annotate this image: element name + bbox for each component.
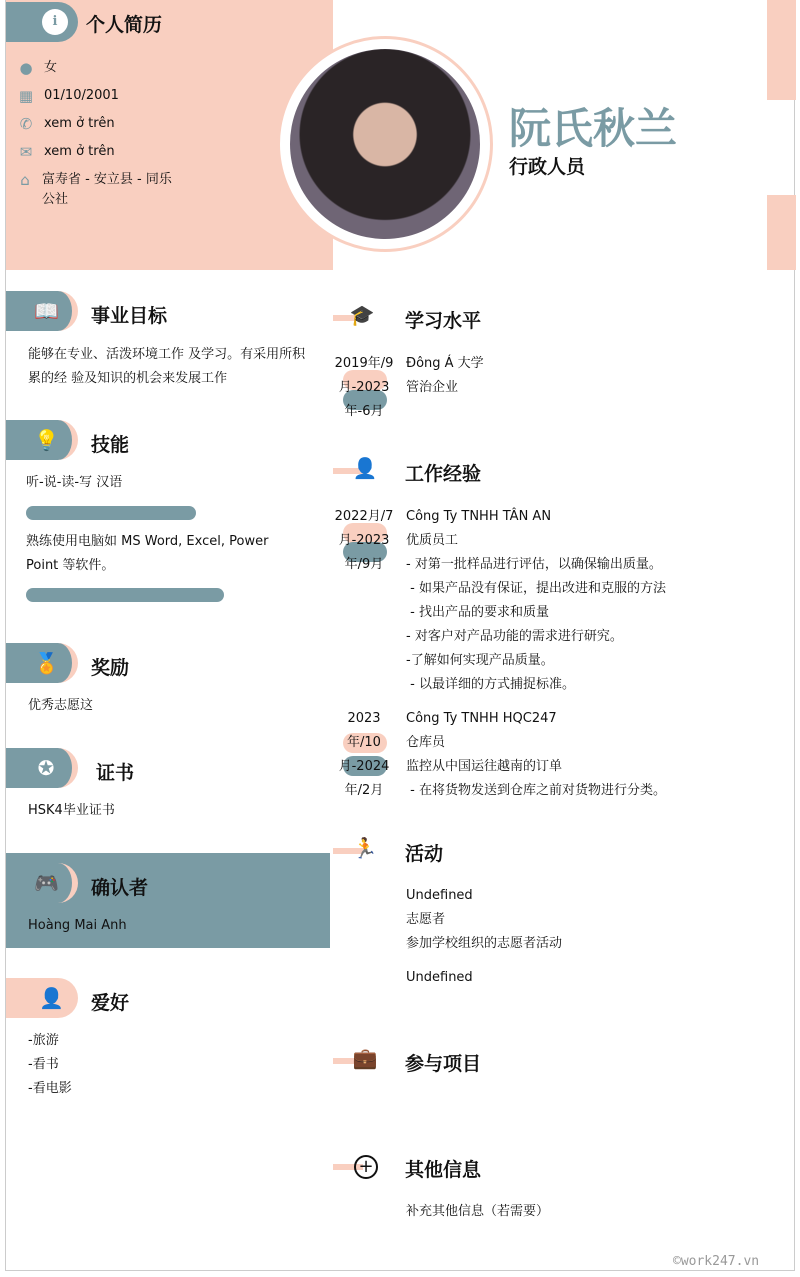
gender-value: 女 bbox=[44, 60, 58, 75]
running-icon: 🏃 bbox=[352, 836, 378, 860]
company-name: Công Ty TNHH HQC247 bbox=[406, 711, 557, 726]
activity-line: 参加学校组织的志愿者活动 bbox=[406, 936, 563, 951]
book-icon: 📖 bbox=[34, 299, 59, 323]
job-role: 优质员工 bbox=[406, 533, 459, 548]
decor-strip bbox=[767, 0, 796, 100]
referee-pill bbox=[6, 863, 78, 903]
envelope-icon: ✉ bbox=[19, 143, 33, 161]
edu-date: 月-2023 bbox=[338, 380, 390, 395]
activity-line: 志愿者 bbox=[406, 912, 446, 927]
career-pill bbox=[6, 291, 78, 331]
education-title: 学习水平 bbox=[405, 310, 482, 332]
skill-name: 听-说-读-写 汉语 bbox=[26, 475, 123, 490]
school-name: Đông Á 大学 bbox=[406, 356, 484, 371]
awards-title: 奖励 bbox=[91, 657, 130, 679]
career-text: 能够在专业、活泼环境工作 及学习。有采用所积累的经 验及知识的机会来发展工作 bbox=[28, 347, 306, 386]
briefcase-icon: 💼 bbox=[352, 1046, 378, 1070]
job-duty: - 对第一批样品进行评估，以确保输出质量。 bbox=[406, 557, 662, 572]
job-date: 年/10 bbox=[347, 735, 381, 750]
graduation-cap-icon: 🎓 bbox=[349, 303, 375, 327]
full-name: 阮氏秋兰 bbox=[509, 104, 678, 153]
job-duty: - 以最详细的方式捕捉标准。 bbox=[406, 677, 575, 692]
skill-name: 熟练使用电脑如 MS Word, Excel, Power Point 等软件。 bbox=[26, 534, 269, 573]
job-position: 行政人员 bbox=[509, 156, 586, 178]
profile-photo bbox=[290, 49, 480, 239]
activity-line: Undefined bbox=[406, 888, 473, 903]
skill-level-bar bbox=[26, 588, 224, 602]
photo-frame bbox=[277, 36, 493, 252]
certs-title: 证书 bbox=[96, 762, 135, 784]
lightbulb-icon: 💡 bbox=[34, 428, 59, 452]
watermark: ©work247.vn bbox=[673, 1254, 760, 1269]
gender-row bbox=[18, 58, 57, 78]
address-value: 富寿省 - 安立县 - 同乐公社 bbox=[41, 172, 172, 207]
job-date: 月-2023 bbox=[338, 533, 390, 548]
skill-level-bar bbox=[26, 506, 196, 520]
hobby-item: -看电影 bbox=[28, 1081, 72, 1096]
job-date: 2022月/7 bbox=[334, 509, 394, 524]
referee-title: 确认者 bbox=[91, 877, 149, 899]
certs-text: HSK4毕业证书 bbox=[28, 803, 115, 818]
decor-strip bbox=[767, 195, 796, 270]
job-date: 年/2月 bbox=[344, 783, 384, 798]
awards-pill bbox=[6, 643, 78, 683]
hobby-item: -旅游 bbox=[28, 1033, 59, 1048]
medal-icon: 🏅 bbox=[34, 651, 59, 675]
activity-line: Undefined bbox=[406, 970, 473, 985]
major: 管治企业 bbox=[406, 380, 459, 395]
job-duty: - 找出产品的要求和质量 bbox=[406, 605, 549, 620]
address-row bbox=[18, 170, 178, 210]
profile-title: 个人简历 bbox=[86, 14, 163, 36]
phone-value: xem ở trên bbox=[44, 116, 115, 131]
home-icon: ⌂ bbox=[20, 171, 30, 189]
skills-title: 技能 bbox=[91, 434, 130, 456]
edu-date: 2019年/9 bbox=[334, 356, 394, 371]
phone-row bbox=[18, 114, 115, 134]
phone-icon: ✆ bbox=[19, 115, 33, 133]
career-title: 事业目标 bbox=[91, 305, 168, 327]
resume-page bbox=[5, 0, 795, 1271]
activities-title: 活动 bbox=[405, 843, 444, 865]
hobbies-title: 爱好 bbox=[91, 992, 130, 1014]
job-duty: -了解如何实现产品质量。 bbox=[406, 653, 554, 668]
job-date: 月-2024 bbox=[338, 759, 390, 774]
other-title: 其他信息 bbox=[405, 1159, 482, 1181]
hobbies-pill bbox=[6, 978, 78, 1018]
job-role: 仓库员 bbox=[406, 735, 446, 750]
job-date: 2023 bbox=[347, 711, 381, 726]
plus-circle-icon: + bbox=[354, 1155, 378, 1179]
job-duty: - 如果产品没有保证，提出改进和克服的方法 bbox=[406, 581, 666, 596]
referee-text: Hoàng Mai Anh bbox=[28, 918, 127, 933]
email-value: xem ở trên bbox=[44, 144, 115, 159]
worker-icon: 👤 bbox=[352, 456, 378, 480]
job-date: 年/9月 bbox=[344, 557, 384, 572]
edu-date: 年-6月 bbox=[344, 404, 384, 419]
projects-title: 参与项目 bbox=[405, 1053, 482, 1075]
dob-row bbox=[18, 86, 119, 106]
other-text: 补充其他信息（若需要） bbox=[406, 1204, 550, 1219]
gamepad-icon: 🎮 bbox=[34, 871, 59, 895]
skills-pill bbox=[6, 420, 78, 460]
job-duty: - 在将货物发送到仓库之前对货物进行分类。 bbox=[406, 783, 666, 798]
certificate-icon: ✪ bbox=[37, 756, 55, 780]
job-duty: - 对客户对产品功能的需求进行研究。 bbox=[406, 629, 623, 644]
company-name: Công Ty TNHH TÂN AN bbox=[406, 509, 552, 524]
calendar-icon: ▦ bbox=[18, 87, 34, 105]
hobby-item: -看书 bbox=[28, 1057, 59, 1072]
user-icon: ● bbox=[19, 59, 33, 77]
certs-pill bbox=[6, 748, 78, 788]
profile-header-pill bbox=[6, 2, 78, 42]
email-row bbox=[18, 142, 115, 162]
dob-value: 01/10/2001 bbox=[44, 88, 119, 103]
person-icon: 👤 bbox=[39, 986, 64, 1010]
job-duty: 监控从中国运往越南的订单 bbox=[406, 759, 563, 774]
work-title: 工作经验 bbox=[405, 463, 482, 485]
info-icon: i bbox=[42, 9, 68, 35]
awards-text: 优秀志愿这 bbox=[28, 698, 94, 713]
